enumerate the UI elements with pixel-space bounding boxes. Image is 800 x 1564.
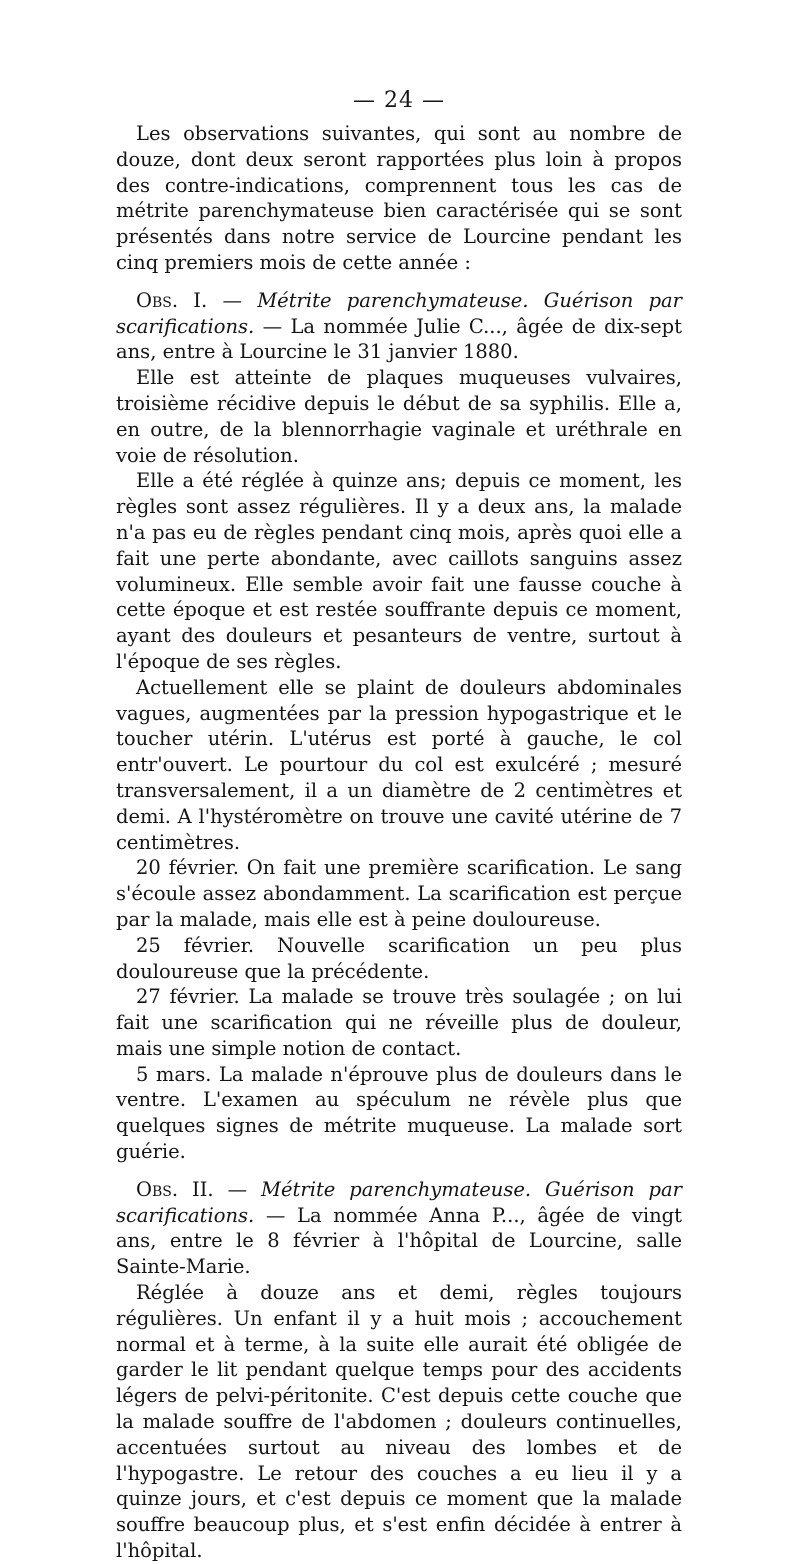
observation-1-paragraph: Actuellement elle se plaint de douleurs abdominales vagues, augmentées par la pression hypogastrique et le toucher utérin. L'utérus est porté à gauche, le col entr'ouvert. Le pourtour du col est exulcéré ; mesuré transversalement, il a un diamètre de 2 centimètres et demi. A l'hystéromètre on trouve une cavité utérine de 7 centimètres. — [116, 675, 682, 854]
page-number: — 24 — — [353, 88, 445, 113]
observation-2-label: Obs. II. — [136, 1177, 214, 1201]
observation-1-paragraph: 27 février. La malade se trouve très soulagée ; on lui fait une scarification qui ne réveille plus de douleur, mais une simple notion de contact. — [116, 985, 682, 1060]
observation-1-paragraph: Elle a été réglée à quinze ans; depuis ce moment, les règles sont assez régulières. Il y a deux ans, la malade n'a pas eu de règles pendant cinq mois, après quoi elle a fait une perte abondante, avec caillots sanguins assez volumineux. Elle semble avoir fait une fausse couche à cette époque et est restée souffrante depuis ce moment, ayant des douleurs et pesanteurs de ventre, surtout à l'époque de ses règles. — [116, 469, 682, 673]
observation-1-title: Métrite parenchymateuse. Guérison par scarifications. — [116, 288, 682, 338]
book-page — [116, 0, 682, 1563]
observation-2-heading — [116, 1177, 682, 1280]
intro-paragraph: Les observations suivantes, qui sont au nombre de douze, dont deux seront rapportées plus loin à propos des contre-indications, comprennent tous les cas de métrite parenchymateuse bien caractérisée qui se sont présentés dans notre service de Lourcine pendant les cinq premiers mois de cette année : — [116, 122, 682, 274]
observation-2-dash: — — [213, 1177, 262, 1201]
observation-1-label: Obs. I. — [136, 288, 208, 312]
observation-1-lead: — La nommée Julie C..., âgée de dix-sept ans, entre à Lourcine le 31 janvier 1880. — [116, 314, 682, 364]
observation-1-dash: — — [207, 288, 258, 312]
observation-2-title: Métrite parenchymateuse. Guérison par scarifications. — [116, 1177, 682, 1227]
observation-1-paragraph: 25 février. Nouvelle scarification un peu plus douloureuse que la précédente. — [116, 933, 682, 983]
observation-1-paragraph: 5 mars. La malade n'éprouve plus de douleurs dans le ventre. L'examen au spéculum ne révèle plus que quelques signes de métrite muqueuse. La malade sort guérie. — [116, 1062, 682, 1164]
observation-2-lead: — La nommée Anna P..., âgée de vingt ans, entre le 8 février à l'hôpital de Lourcine, salle Sainte-Marie. — [116, 1203, 682, 1279]
observation-1-paragraph: 20 février. On fait une première scarification. Le sang s'écoule assez abondamment. La scarification est perçue par la malade, mais elle est à peine douloureuse. — [116, 856, 682, 931]
observation-1-heading — [116, 288, 682, 365]
page-body — [116, 121, 682, 1564]
observation-2-paragraph: Réglée à douze ans et demi, règles toujours régulières. Un enfant il y a huit mois ; accouchement normal et à terme, à la suite elle aurait été obligée de garder le lit pendant quelque temps pour des accidents légers de pelvi-péritonite. C'est depuis cette couche que la malade souffre de l'abdomen ; douleurs continuelles, accentuées surtout au niveau des lombes et de l'hypogastre. Le retour des couches a eu lieu il y a quinze jours, et c'est depuis ce moment que la malade souffre beaucoup plus, et s'est enfin décidée à entrer à l'hôpital. — [116, 1281, 682, 1563]
observation-1-paragraph: Elle est atteinte de plaques muqueuses vulvaires, troisième récidive depuis le début de sa syphilis. Elle a, en outre, de la blennorrhagie vaginale et uréthrale en voie de résolution. — [116, 366, 682, 467]
